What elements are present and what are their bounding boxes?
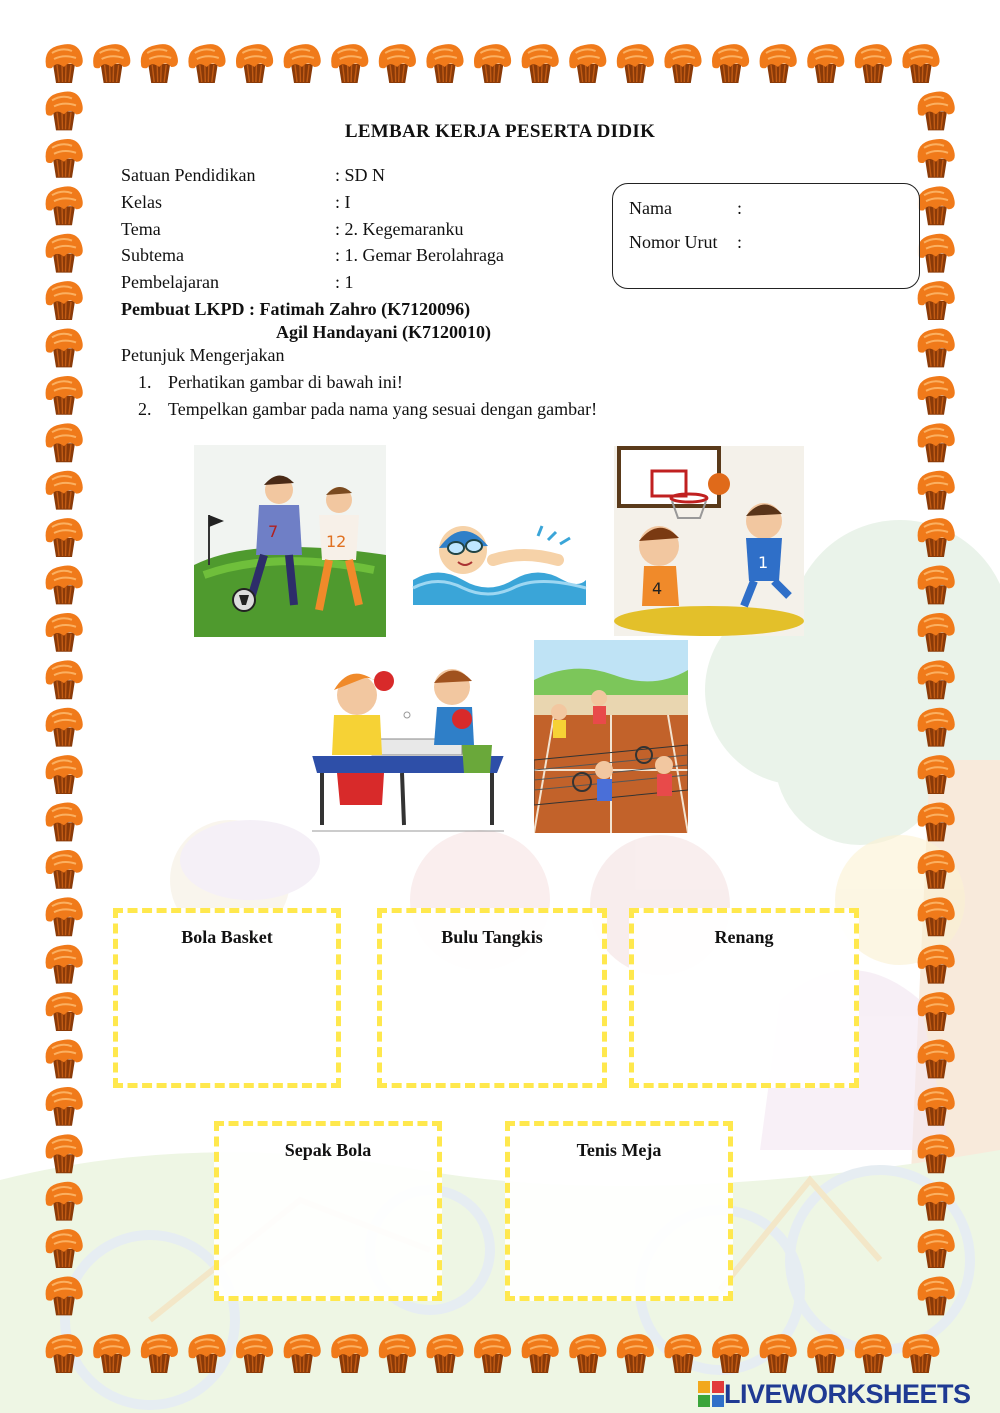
muffin-icon: [918, 850, 955, 889]
worksheet-title: LEMBAR KERJA PESERTA DIDIK: [344, 121, 656, 142]
muffin-icon: [46, 1040, 83, 1079]
muffin-icon: [664, 1334, 701, 1373]
muffin-icon: [46, 613, 83, 652]
info-value: : SD N: [335, 165, 386, 185]
instructions-heading: Petunjuk Mengerjakan: [121, 345, 285, 365]
muffin-icon: [569, 1334, 606, 1373]
muffin-icon: [918, 281, 955, 320]
muffin-icon: [46, 1087, 83, 1126]
muffin-icon: [426, 1334, 463, 1373]
muffin-icon: [93, 44, 130, 83]
svg-text:1: 1: [758, 553, 769, 572]
drop-zone-label: Sepak Bola: [284, 1140, 372, 1160]
instruction-number: 2.: [138, 399, 152, 419]
name-label: Nama: [629, 198, 672, 218]
muffin-icon: [379, 44, 416, 83]
muffin-icon: [760, 44, 797, 83]
muffin-icon: [236, 44, 273, 83]
muffin-icon: [902, 1334, 939, 1373]
muffin-icon: [855, 1334, 892, 1373]
muffin-icon: [918, 708, 955, 747]
muffin-icon: [46, 1334, 83, 1373]
muffin-icon: [46, 566, 83, 605]
muffin-icon: [918, 1277, 955, 1316]
soccer-picture[interactable]: [194, 445, 386, 637]
svg-text:7: 7: [268, 522, 279, 541]
muffin-icon: [617, 44, 654, 83]
muffin-icon: [474, 44, 511, 83]
muffin-icon: [93, 1334, 130, 1373]
instruction-text: Perhatikan gambar di bawah ini!: [168, 372, 403, 392]
muffin-icon: [331, 44, 368, 83]
muffin-icon: [918, 186, 955, 225]
watermark-text: LIVEWORKSHEETS: [724, 1378, 971, 1409]
muffin-icon: [331, 1334, 368, 1373]
muffin-icon: [918, 376, 955, 415]
muffin-icon: [141, 1334, 178, 1373]
muffin-icon: [46, 945, 83, 984]
muffin-icon: [918, 803, 955, 842]
muffin-icon: [918, 234, 955, 273]
muffin-icon: [918, 329, 955, 368]
muffin-icon: [918, 992, 955, 1031]
muffin-icon: [855, 44, 892, 83]
info-label: Subtema: [121, 245, 184, 265]
number-label: Nomor Urut: [629, 232, 718, 252]
muffin-icon: [46, 44, 83, 83]
liveworksheets-logo-icon: [698, 1381, 724, 1407]
muffin-icon: [46, 1277, 83, 1316]
muffin-icon: [188, 1334, 225, 1373]
muffin-icon: [46, 471, 83, 510]
muffin-icon: [664, 44, 701, 83]
info-value: : I: [335, 192, 351, 212]
muffin-icon: [46, 660, 83, 699]
muffin-icon: [918, 423, 955, 462]
muffin-icon: [379, 1334, 416, 1373]
muffin-icon: [807, 44, 844, 83]
author-line-2: Agil Handayani (K7120010): [276, 322, 492, 342]
drop-zone-label: Bola Basket: [181, 927, 273, 947]
basketball-picture[interactable]: [614, 446, 804, 636]
muffin-icon: [902, 44, 939, 83]
info-label: Pembelajaran: [121, 272, 219, 292]
muffin-icon: [284, 1334, 321, 1373]
muffin-icon: [918, 1087, 955, 1126]
muffin-icon: [918, 1229, 955, 1268]
svg-text:12: 12: [326, 532, 347, 551]
info-label: Kelas: [121, 192, 162, 212]
number-colon: :: [737, 232, 743, 252]
drop-zone-label: Bulu Tangkis: [441, 927, 543, 947]
muffin-icon: [46, 329, 83, 368]
muffin-icon: [284, 44, 321, 83]
muffin-icon: [918, 945, 955, 984]
muffin-icon: [918, 1040, 955, 1079]
drop-zone-tenis-meja[interactable]: [505, 1121, 733, 1301]
muffin-icon: [712, 1334, 749, 1373]
instruction-item: [138, 372, 403, 393]
muffin-icon: [918, 1134, 955, 1173]
info-value: : 2. Kegemaranku: [335, 219, 464, 239]
drop-zone-label: Renang: [714, 927, 774, 947]
muffin-icon: [918, 1182, 955, 1221]
name-colon: :: [737, 198, 743, 218]
muffin-icon: [522, 44, 559, 83]
student-name-box: [612, 183, 920, 289]
muffin-icon: [918, 566, 955, 605]
muffin-icon: [46, 234, 83, 273]
muffin-icon: [918, 518, 955, 557]
muffin-icon: [46, 518, 83, 557]
muffin-icon: [236, 1334, 273, 1373]
muffin-icon: [918, 613, 955, 652]
info-value: : 1: [335, 272, 354, 292]
drop-zone-label: Tenis Meja: [576, 1140, 662, 1160]
muffin-icon: [46, 708, 83, 747]
muffin-icon: [522, 1334, 559, 1373]
instruction-number: 1.: [138, 372, 152, 392]
drop-zone-renang[interactable]: [629, 908, 859, 1088]
muffin-icon: [46, 139, 83, 178]
muffin-icon: [46, 1134, 83, 1173]
drop-zone-bola-basket[interactable]: [113, 908, 341, 1088]
muffin-icon: [46, 423, 83, 462]
muffin-icon: [918, 755, 955, 794]
info-value: : 1. Gemar Berolahraga: [335, 245, 504, 265]
muffin-icon: [46, 1182, 83, 1221]
muffin-icon: [46, 897, 83, 936]
svg-text:4: 4: [652, 579, 663, 598]
muffin-icon: [46, 1229, 83, 1268]
muffin-icon: [46, 186, 83, 225]
muffin-icon: [46, 850, 83, 889]
liveworksheets-logo: [698, 1378, 971, 1410]
muffin-icon: [807, 1334, 844, 1373]
badminton-picture[interactable]: [534, 640, 688, 833]
muffin-icon: [918, 471, 955, 510]
muffin-icon: [760, 1334, 797, 1373]
muffin-icon: [918, 897, 955, 936]
muffin-icon: [46, 281, 83, 320]
info-label: Tema: [121, 219, 161, 239]
muffin-icon: [46, 376, 83, 415]
drop-zone-bulu-tangkis[interactable]: [377, 908, 607, 1088]
author-line-1: Pembuat LKPD : Fatimah Zahro (K7120096): [121, 299, 471, 319]
muffin-icon: [141, 44, 178, 83]
muffin-icon: [426, 44, 463, 83]
muffin-icon: [474, 1334, 511, 1373]
muffin-icon: [46, 803, 83, 842]
muffin-icon: [918, 660, 955, 699]
muffin-icon: [46, 992, 83, 1031]
info-label: Satuan Pendidikan: [121, 165, 256, 185]
muffin-icon: [712, 44, 749, 83]
muffin-icon: [918, 139, 955, 178]
swimming-picture[interactable]: [408, 510, 590, 605]
muffin-icon: [188, 44, 225, 83]
instruction-text: Tempelkan gambar pada nama yang sesuai dengan gambar!: [168, 399, 598, 419]
muffin-icon: [617, 1334, 654, 1373]
drop-zone-sepak-bola[interactable]: [214, 1121, 442, 1301]
muffin-icon: [46, 755, 83, 794]
instruction-item: [138, 399, 597, 420]
muffin-icon: [569, 44, 606, 83]
table-tennis-picture[interactable]: [312, 655, 504, 833]
